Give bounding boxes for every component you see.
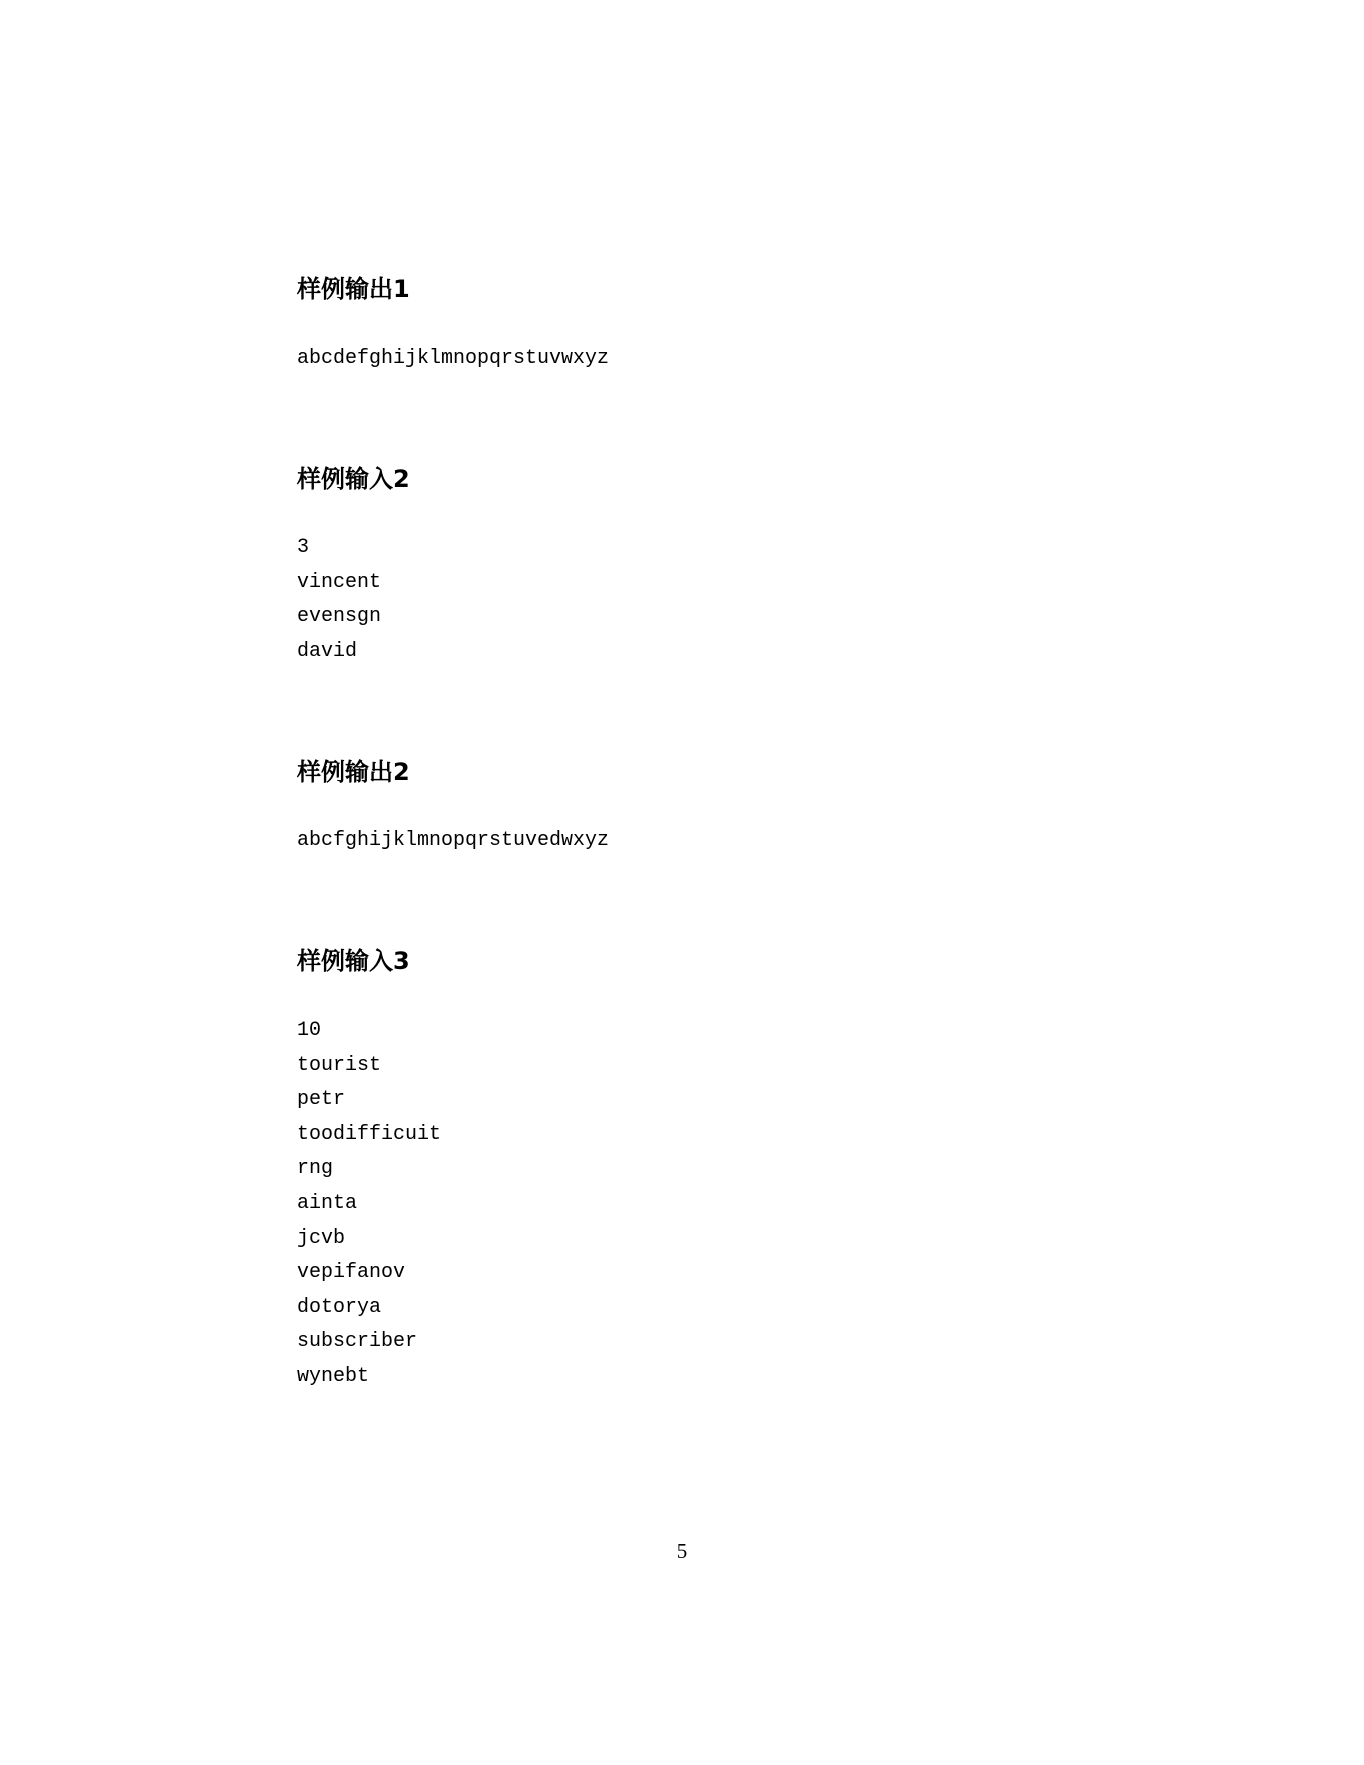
code-line: david <box>297 639 358 663</box>
code-line: ainta <box>297 1191 358 1215</box>
section-heading-sample-input-2: 样例输入2 <box>297 465 410 493</box>
code-line: 3 <box>297 536 310 559</box>
sample-output-1-block <box>297 342 609 377</box>
code-line: subscriber <box>297 1330 418 1354</box>
code-line: tourist <box>297 1053 382 1077</box>
code-line: toodifficuit <box>297 1122 442 1146</box>
code-line: rng <box>297 1157 334 1181</box>
code-line: abcfghijklmnopqrstuvedwxyz <box>297 829 610 852</box>
code-line: petr <box>297 1088 346 1112</box>
sample-input-3-block <box>297 1014 441 1395</box>
code-line: abcdefghijklmnopqrstuvwxyz <box>297 347 610 370</box>
section-heading-sample-output-1: 样例输出1 <box>297 275 410 303</box>
page-number: 5 <box>676 1539 688 1563</box>
code-line: evensgn <box>297 605 382 629</box>
code-line: wynebt <box>297 1364 370 1388</box>
code-line: vincent <box>297 570 382 594</box>
section-heading-sample-output-2: 样例输出2 <box>297 758 410 786</box>
sample-output-2-block <box>297 824 609 859</box>
code-line: jcvb <box>297 1226 346 1250</box>
section-heading-sample-input-3: 样例输入3 <box>297 947 410 975</box>
code-line: 10 <box>297 1019 322 1042</box>
code-line: vepifanov <box>297 1261 406 1285</box>
code-line: dotorya <box>297 1295 382 1319</box>
sample-input-2-block <box>297 531 381 669</box>
